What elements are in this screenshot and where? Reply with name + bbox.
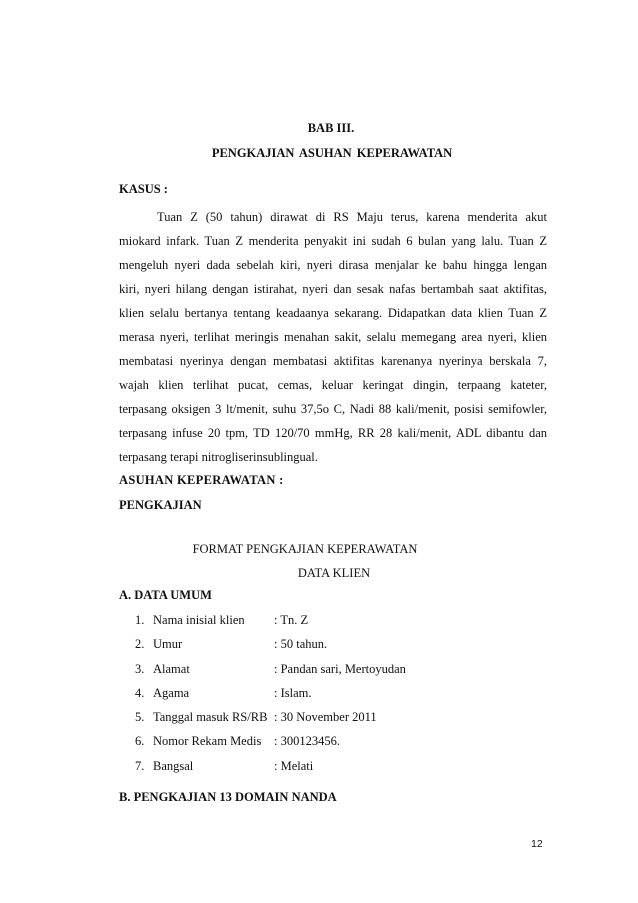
chapter-label: BAB III. xyxy=(307,121,355,135)
item-value: : 30 November 2011 xyxy=(274,710,377,725)
paragraph-line: terpasang terapi nitrogliserinsublingual. xyxy=(119,450,318,464)
item-number: 1. xyxy=(135,613,145,627)
item-label: Umur xyxy=(153,637,183,652)
paragraph-line: mengeluh nyeri dada sebelah kiri, nyeri dirasa menjalar ke bahu hingga lengan xyxy=(119,258,547,272)
item-value: : Pandan sari, Mertoyudan xyxy=(274,661,406,676)
askep-heading: ASUHAN KEPERAWATAN : xyxy=(119,473,284,487)
page-number: 12 xyxy=(531,838,543,850)
item-label: Nomor Rekam Medis xyxy=(153,734,262,749)
item-label: Bangsal xyxy=(153,758,194,773)
item-number: 4. xyxy=(135,685,145,700)
paragraph-line: wajah klien terlihat pucat, cemas, keluar keringat dingin, terpaang kateter, xyxy=(119,378,547,392)
paragraph-line: Tuan Z (50 tahun) dirawat di RS Maju terus, karena menderita akut xyxy=(157,210,547,224)
item-value: : 50 tahun. xyxy=(274,637,328,652)
item-label: Nama inisial klien xyxy=(153,613,245,627)
item-number: 6. xyxy=(135,734,145,749)
item-label: Agama xyxy=(153,685,190,700)
kasus-paragraph xyxy=(119,205,547,469)
format-heading: FORMAT PENGKAJIAN KEPERAWATAN xyxy=(192,542,418,556)
section-b-heading: B. PENGKAJIAN 13 DOMAIN NANDA xyxy=(119,790,337,804)
chapter-title: PENGKAJIAN ASUHAN KEPERAWATAN xyxy=(211,146,453,160)
item-value: : Tn. Z xyxy=(274,613,309,627)
paragraph-line: klien selalu bertanya tentang keadaanya sekarang. Didapatkan data klien Tuan Z xyxy=(119,306,547,320)
section-a-heading: A. DATA UMUM xyxy=(119,588,212,602)
item-value: : Islam. xyxy=(274,685,312,700)
paragraph-line: terpasang infuse 20 tpm, TD 120/70 mmHg, RR 28 kali/menit, ADL dibantu dan xyxy=(119,426,547,440)
item-number: 5. xyxy=(135,710,145,725)
item-value: : Melati xyxy=(274,758,314,773)
pengkajian-heading: PENGKAJIAN xyxy=(119,498,202,512)
item-number: 2. xyxy=(135,637,145,652)
paragraph-line: membatasi nyerinya dengan membatasi aktifitas karenanya nyerinya berskala 7, xyxy=(119,354,547,368)
item-number: 3. xyxy=(135,661,145,676)
kasus-heading: KASUS : xyxy=(119,182,168,196)
paragraph-line: miokard infark. Tuan Z menderita penyakit ini sudah 6 bulan yang lalu. Tuan Z xyxy=(119,234,547,248)
data-klien-heading: DATA KLIEN xyxy=(297,566,371,580)
item-value: : 300123456. xyxy=(274,734,340,749)
item-number: 7. xyxy=(135,758,145,773)
paragraph-line: terpasang oksigen 3 lt/menit, suhu 37,5o C, Nadi 88 kali/menit, posisi semifowler, xyxy=(119,402,547,416)
paragraph-line: kiri, nyeri hilang dengan istirahat, nyeri dan sesak nafas bertambah saat aktifitas, xyxy=(119,282,547,296)
paragraph-line: merasa nyeri, terlihat meringis menahan sakit, selalu memegang area nyeri, klien xyxy=(119,330,547,344)
item-label: Tanggal masuk RS/RB xyxy=(153,710,268,725)
item-label: Alamat xyxy=(153,661,190,676)
